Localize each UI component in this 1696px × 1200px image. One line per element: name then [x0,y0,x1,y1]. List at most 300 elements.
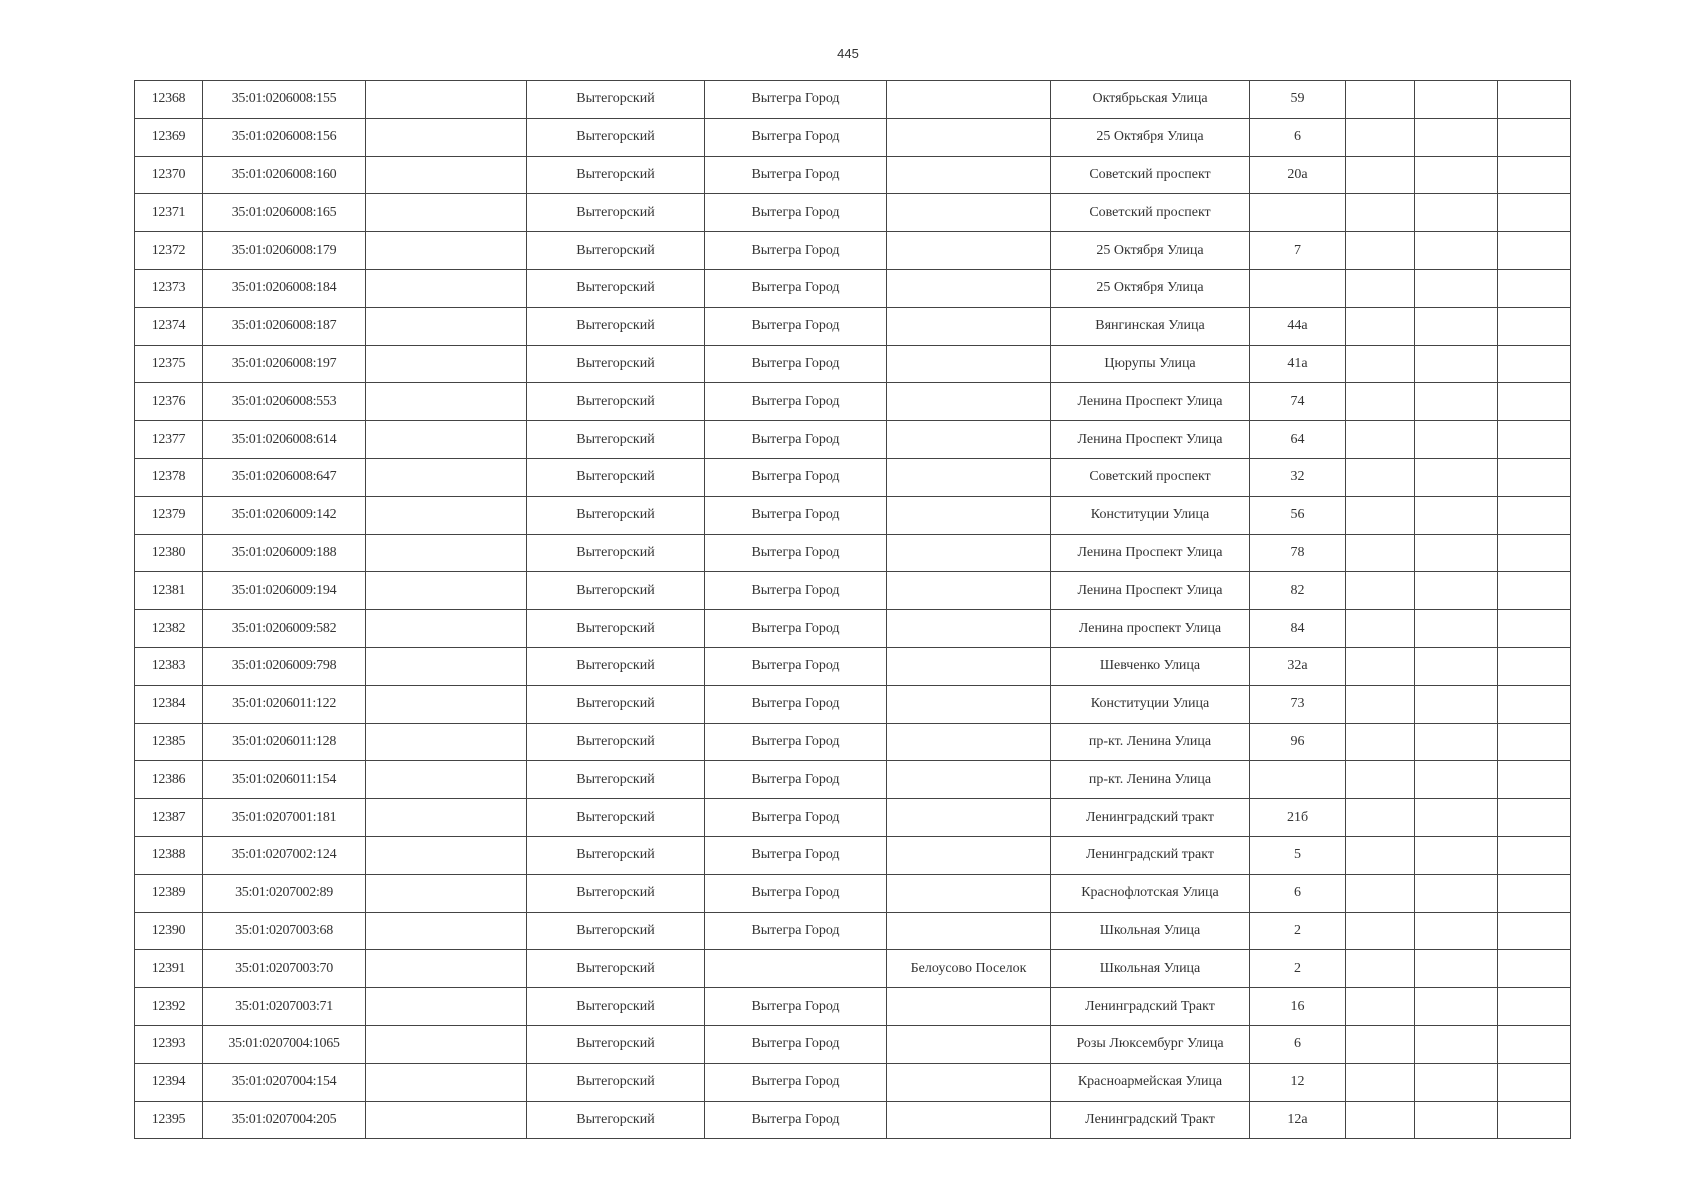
house-number-cell: 78 [1250,534,1346,572]
empty-cell [366,269,527,307]
empty-cell [1415,269,1498,307]
district-cell: Вытегорский [527,307,705,345]
city-cell: Вытегра Город [705,345,887,383]
district-cell: Вытегорский [527,458,705,496]
empty-cell [366,458,527,496]
house-number-cell: 12а [1250,1101,1346,1139]
table-row [135,194,1571,232]
settlement-cell [887,269,1051,307]
district-cell: Вытегорский [527,118,705,156]
cadastral-number-cell: 35:01:0206011:128 [203,723,366,761]
empty-cell [1498,383,1571,421]
settlement-cell [887,912,1051,950]
table-row [135,572,1571,610]
record-number-cell: 12387 [135,799,203,837]
record-number-cell: 12388 [135,836,203,874]
street-cell: Ленинградский Тракт [1051,988,1250,1026]
empty-cell [1346,269,1415,307]
empty-cell [1415,685,1498,723]
table-row [135,647,1571,685]
empty-cell [1346,1063,1415,1101]
street-cell: Краснофлотская Улица [1051,874,1250,912]
city-cell: Вытегра Город [705,232,887,270]
record-number-cell: 12378 [135,458,203,496]
empty-cell [1346,799,1415,837]
district-cell: Вытегорский [527,1063,705,1101]
empty-cell [1415,383,1498,421]
empty-cell [1415,496,1498,534]
empty-cell [1346,912,1415,950]
empty-cell [1346,307,1415,345]
city-cell: Вытегра Город [705,534,887,572]
cadastral-number-cell: 35:01:0207003:68 [203,912,366,950]
empty-cell [1498,988,1571,1026]
city-cell: Вытегра Город [705,1063,887,1101]
table-row [135,118,1571,156]
street-cell: 25 Октября Улица [1051,269,1250,307]
record-number-cell: 12376 [135,383,203,421]
record-number-cell: 12382 [135,610,203,648]
table-row [135,421,1571,459]
empty-cell [366,799,527,837]
record-number-cell: 12395 [135,1101,203,1139]
settlement-cell [887,723,1051,761]
settlement-cell [887,118,1051,156]
city-cell [705,950,887,988]
empty-cell [1498,156,1571,194]
empty-cell [1498,1025,1571,1063]
empty-cell [1346,118,1415,156]
settlement-cell [887,836,1051,874]
city-cell: Вытегра Город [705,458,887,496]
house-number-cell [1250,194,1346,232]
empty-cell [1415,156,1498,194]
street-cell: Конституции Улица [1051,496,1250,534]
house-number-cell: 56 [1250,496,1346,534]
record-number-cell: 12377 [135,421,203,459]
empty-cell [1415,836,1498,874]
empty-cell [1498,799,1571,837]
table-row [135,1101,1571,1139]
table-row [135,232,1571,270]
cadastral-number-cell: 35:01:0206008:165 [203,194,366,232]
empty-cell [1346,874,1415,912]
table-row [135,496,1571,534]
street-cell: Октябрьская Улица [1051,81,1250,119]
settlement-cell [887,458,1051,496]
settlement-cell [887,988,1051,1026]
street-cell: Красноармейская Улица [1051,1063,1250,1101]
empty-cell [366,912,527,950]
table-row [135,799,1571,837]
empty-cell [1415,799,1498,837]
district-cell: Вытегорский [527,534,705,572]
city-cell: Вытегра Город [705,685,887,723]
empty-cell [1346,421,1415,459]
empty-cell [1498,572,1571,610]
settlement-cell [887,799,1051,837]
empty-cell [366,647,527,685]
district-cell: Вытегорский [527,269,705,307]
cadastral-number-cell: 35:01:0206009:798 [203,647,366,685]
empty-cell [1498,950,1571,988]
district-cell: Вытегорский [527,194,705,232]
city-cell: Вытегра Город [705,421,887,459]
district-cell: Вытегорский [527,232,705,270]
house-number-cell: 5 [1250,836,1346,874]
empty-cell [1415,307,1498,345]
cadastral-number-cell: 35:01:0206011:122 [203,685,366,723]
house-number-cell: 6 [1250,874,1346,912]
city-cell: Вытегра Город [705,874,887,912]
empty-cell [1498,232,1571,270]
city-cell: Вытегра Город [705,118,887,156]
street-cell: Шевченко Улица [1051,647,1250,685]
city-cell: Вытегра Город [705,723,887,761]
cadastral-number-cell: 35:01:0206009:582 [203,610,366,648]
record-number-cell: 12386 [135,761,203,799]
empty-cell [366,194,527,232]
empty-cell [1415,345,1498,383]
cadastral-number-cell: 35:01:0207004:154 [203,1063,366,1101]
district-cell: Вытегорский [527,572,705,610]
empty-cell [366,1063,527,1101]
empty-cell [1498,874,1571,912]
table-row [135,610,1571,648]
district-cell: Вытегорский [527,723,705,761]
empty-cell [1498,496,1571,534]
city-cell: Вытегра Город [705,799,887,837]
settlement-cell [887,496,1051,534]
empty-cell [1498,118,1571,156]
street-cell: Ленинградский тракт [1051,836,1250,874]
record-number-cell: 12373 [135,269,203,307]
empty-cell [1346,988,1415,1026]
record-number-cell: 12381 [135,572,203,610]
city-cell: Вытегра Город [705,269,887,307]
street-cell: Советский проспект [1051,156,1250,194]
district-cell: Вытегорский [527,912,705,950]
empty-cell [1346,836,1415,874]
house-number-cell: 16 [1250,988,1346,1026]
empty-cell [366,232,527,270]
cadastral-number-cell: 35:01:0206008:197 [203,345,366,383]
district-cell: Вытегорский [527,950,705,988]
empty-cell [1415,118,1498,156]
empty-cell [1498,761,1571,799]
empty-cell [1498,307,1571,345]
district-cell: Вытегорский [527,156,705,194]
empty-cell [1415,421,1498,459]
empty-cell [1346,232,1415,270]
empty-cell [366,874,527,912]
table-row [135,912,1571,950]
street-cell: Ленина Проспект Улица [1051,572,1250,610]
district-cell: Вытегорский [527,383,705,421]
empty-cell [1498,912,1571,950]
empty-cell [366,761,527,799]
empty-cell [366,156,527,194]
empty-cell [1498,685,1571,723]
cadastral-number-cell: 35:01:0206008:160 [203,156,366,194]
cadastral-number-cell: 35:01:0206009:142 [203,496,366,534]
empty-cell [366,345,527,383]
settlement-cell [887,685,1051,723]
city-cell: Вытегра Город [705,647,887,685]
empty-cell [1498,421,1571,459]
house-number-cell [1250,269,1346,307]
city-cell: Вытегра Город [705,307,887,345]
district-cell: Вытегорский [527,1101,705,1139]
house-number-cell: 41а [1250,345,1346,383]
record-number-cell: 12385 [135,723,203,761]
empty-cell [1415,194,1498,232]
record-number-cell: 12392 [135,988,203,1026]
city-cell: Вытегра Город [705,572,887,610]
table-row [135,723,1571,761]
cadastral-number-cell: 35:01:0206008:553 [203,383,366,421]
record-number-cell: 12369 [135,118,203,156]
empty-cell [1346,723,1415,761]
record-number-cell: 12383 [135,647,203,685]
empty-cell [1346,496,1415,534]
house-number-cell: 6 [1250,118,1346,156]
table-row [135,307,1571,345]
table-row [135,761,1571,799]
settlement-cell [887,572,1051,610]
settlement-cell [887,647,1051,685]
cadastral-number-cell: 35:01:0207003:71 [203,988,366,1026]
street-cell: Конституции Улица [1051,685,1250,723]
record-number-cell: 12370 [135,156,203,194]
house-number-cell: 96 [1250,723,1346,761]
empty-cell [1415,610,1498,648]
record-number-cell: 12393 [135,1025,203,1063]
district-cell: Вытегорский [527,610,705,648]
table-row [135,458,1571,496]
empty-cell [1498,269,1571,307]
table-row [135,874,1571,912]
empty-cell [1415,647,1498,685]
settlement-cell [887,307,1051,345]
record-number-cell: 12380 [135,534,203,572]
street-cell: Школьная Улица [1051,912,1250,950]
registry-table-body [135,81,1571,1139]
house-number-cell: 2 [1250,950,1346,988]
record-number-cell: 12394 [135,1063,203,1101]
cadastral-number-cell: 35:01:0206008:187 [203,307,366,345]
house-number-cell: 20а [1250,156,1346,194]
cadastral-number-cell: 35:01:0207004:1065 [203,1025,366,1063]
house-number-cell: 59 [1250,81,1346,119]
empty-cell [1346,610,1415,648]
empty-cell [1498,534,1571,572]
district-cell: Вытегорский [527,685,705,723]
district-cell: Вытегорский [527,496,705,534]
empty-cell [1415,874,1498,912]
empty-cell [1498,81,1571,119]
street-cell: Розы Люксембург Улица [1051,1025,1250,1063]
table-row [135,1025,1571,1063]
cadastral-number-cell: 35:01:0206009:188 [203,534,366,572]
table-row [135,269,1571,307]
house-number-cell: 74 [1250,383,1346,421]
cadastral-number-cell: 35:01:0207001:181 [203,799,366,837]
empty-cell [366,988,527,1026]
registry-table [134,80,1571,1139]
empty-cell [366,534,527,572]
city-cell: Вытегра Город [705,988,887,1026]
empty-cell [1415,723,1498,761]
empty-cell [1346,761,1415,799]
empty-cell [1415,950,1498,988]
settlement-cell [887,383,1051,421]
city-cell: Вытегра Город [705,610,887,648]
empty-cell [1498,610,1571,648]
house-number-cell: 32а [1250,647,1346,685]
house-number-cell: 82 [1250,572,1346,610]
cadastral-number-cell: 35:01:0206009:194 [203,572,366,610]
record-number-cell: 12368 [135,81,203,119]
page-number: 445 [837,46,859,61]
street-cell: Ленинградский Тракт [1051,1101,1250,1139]
empty-cell [1498,1101,1571,1139]
settlement-cell [887,81,1051,119]
street-cell: Ленина Проспект Улица [1051,383,1250,421]
empty-cell [1498,647,1571,685]
street-cell: Вянгинская Улица [1051,307,1250,345]
district-cell: Вытегорский [527,345,705,383]
empty-cell [1346,572,1415,610]
district-cell: Вытегорский [527,761,705,799]
city-cell: Вытегра Город [705,912,887,950]
table-row [135,383,1571,421]
city-cell: Вытегра Город [705,156,887,194]
cadastral-number-cell: 35:01:0206008:647 [203,458,366,496]
street-cell: Ленина Проспект Улица [1051,534,1250,572]
empty-cell [366,81,527,119]
settlement-cell [887,232,1051,270]
district-cell: Вытегорский [527,874,705,912]
house-number-cell: 84 [1250,610,1346,648]
table-row [135,81,1571,119]
empty-cell [1415,232,1498,270]
table-row [135,988,1571,1026]
district-cell: Вытегорский [527,988,705,1026]
street-cell: Ленина Проспект Улица [1051,421,1250,459]
record-number-cell: 12389 [135,874,203,912]
settlement-cell [887,1101,1051,1139]
empty-cell [1346,194,1415,232]
empty-cell [1415,81,1498,119]
district-cell: Вытегорский [527,647,705,685]
record-number-cell: 12374 [135,307,203,345]
house-number-cell: 21б [1250,799,1346,837]
empty-cell [1346,156,1415,194]
empty-cell [1415,572,1498,610]
district-cell: Вытегорский [527,1025,705,1063]
city-cell: Вытегра Город [705,1025,887,1063]
table-row [135,836,1571,874]
city-cell: Вытегра Город [705,1101,887,1139]
empty-cell [1415,988,1498,1026]
empty-cell [1346,345,1415,383]
settlement-cell [887,345,1051,383]
table-row [135,685,1571,723]
city-cell: Вытегра Город [705,194,887,232]
record-number-cell: 12372 [135,232,203,270]
settlement-cell [887,194,1051,232]
street-cell: 25 Октября Улица [1051,232,1250,270]
record-number-cell: 12391 [135,950,203,988]
house-number-cell: 64 [1250,421,1346,459]
empty-cell [366,836,527,874]
settlement-cell [887,156,1051,194]
settlement-cell: Белоусово Поселок [887,950,1051,988]
house-number-cell: 2 [1250,912,1346,950]
house-number-cell: 32 [1250,458,1346,496]
settlement-cell [887,874,1051,912]
cadastral-number-cell: 35:01:0206008:156 [203,118,366,156]
table-row [135,345,1571,383]
empty-cell [366,496,527,534]
table-row [135,156,1571,194]
empty-cell [1415,1101,1498,1139]
empty-cell [1498,194,1571,232]
street-cell: Советский проспект [1051,194,1250,232]
settlement-cell [887,1063,1051,1101]
district-cell: Вытегорский [527,799,705,837]
empty-cell [1346,1101,1415,1139]
empty-cell [1498,1063,1571,1101]
empty-cell [1415,761,1498,799]
street-cell: Советский проспект [1051,458,1250,496]
empty-cell [366,723,527,761]
empty-cell [1415,1025,1498,1063]
empty-cell [1498,723,1571,761]
empty-cell [1346,81,1415,119]
empty-cell [1346,383,1415,421]
empty-cell [1346,458,1415,496]
city-cell: Вытегра Город [705,836,887,874]
record-number-cell: 12375 [135,345,203,383]
street-cell: Ленинградский тракт [1051,799,1250,837]
empty-cell [1346,647,1415,685]
record-number-cell: 12371 [135,194,203,232]
empty-cell [1415,458,1498,496]
street-cell: пр-кт. Ленина Улица [1051,723,1250,761]
cadastral-number-cell: 35:01:0206008:614 [203,421,366,459]
empty-cell [366,383,527,421]
table-row [135,950,1571,988]
empty-cell [1415,912,1498,950]
house-number-cell: 7 [1250,232,1346,270]
settlement-cell [887,1025,1051,1063]
empty-cell [1498,345,1571,383]
empty-cell [1498,458,1571,496]
cadastral-number-cell: 35:01:0206008:155 [203,81,366,119]
city-cell: Вытегра Город [705,761,887,799]
cadastral-number-cell: 35:01:0207002:124 [203,836,366,874]
house-number-cell: 12 [1250,1063,1346,1101]
settlement-cell [887,421,1051,459]
empty-cell [366,1025,527,1063]
empty-cell [366,118,527,156]
empty-cell [1415,534,1498,572]
empty-cell [366,1101,527,1139]
cadastral-number-cell: 35:01:0206008:184 [203,269,366,307]
empty-cell [1346,1025,1415,1063]
